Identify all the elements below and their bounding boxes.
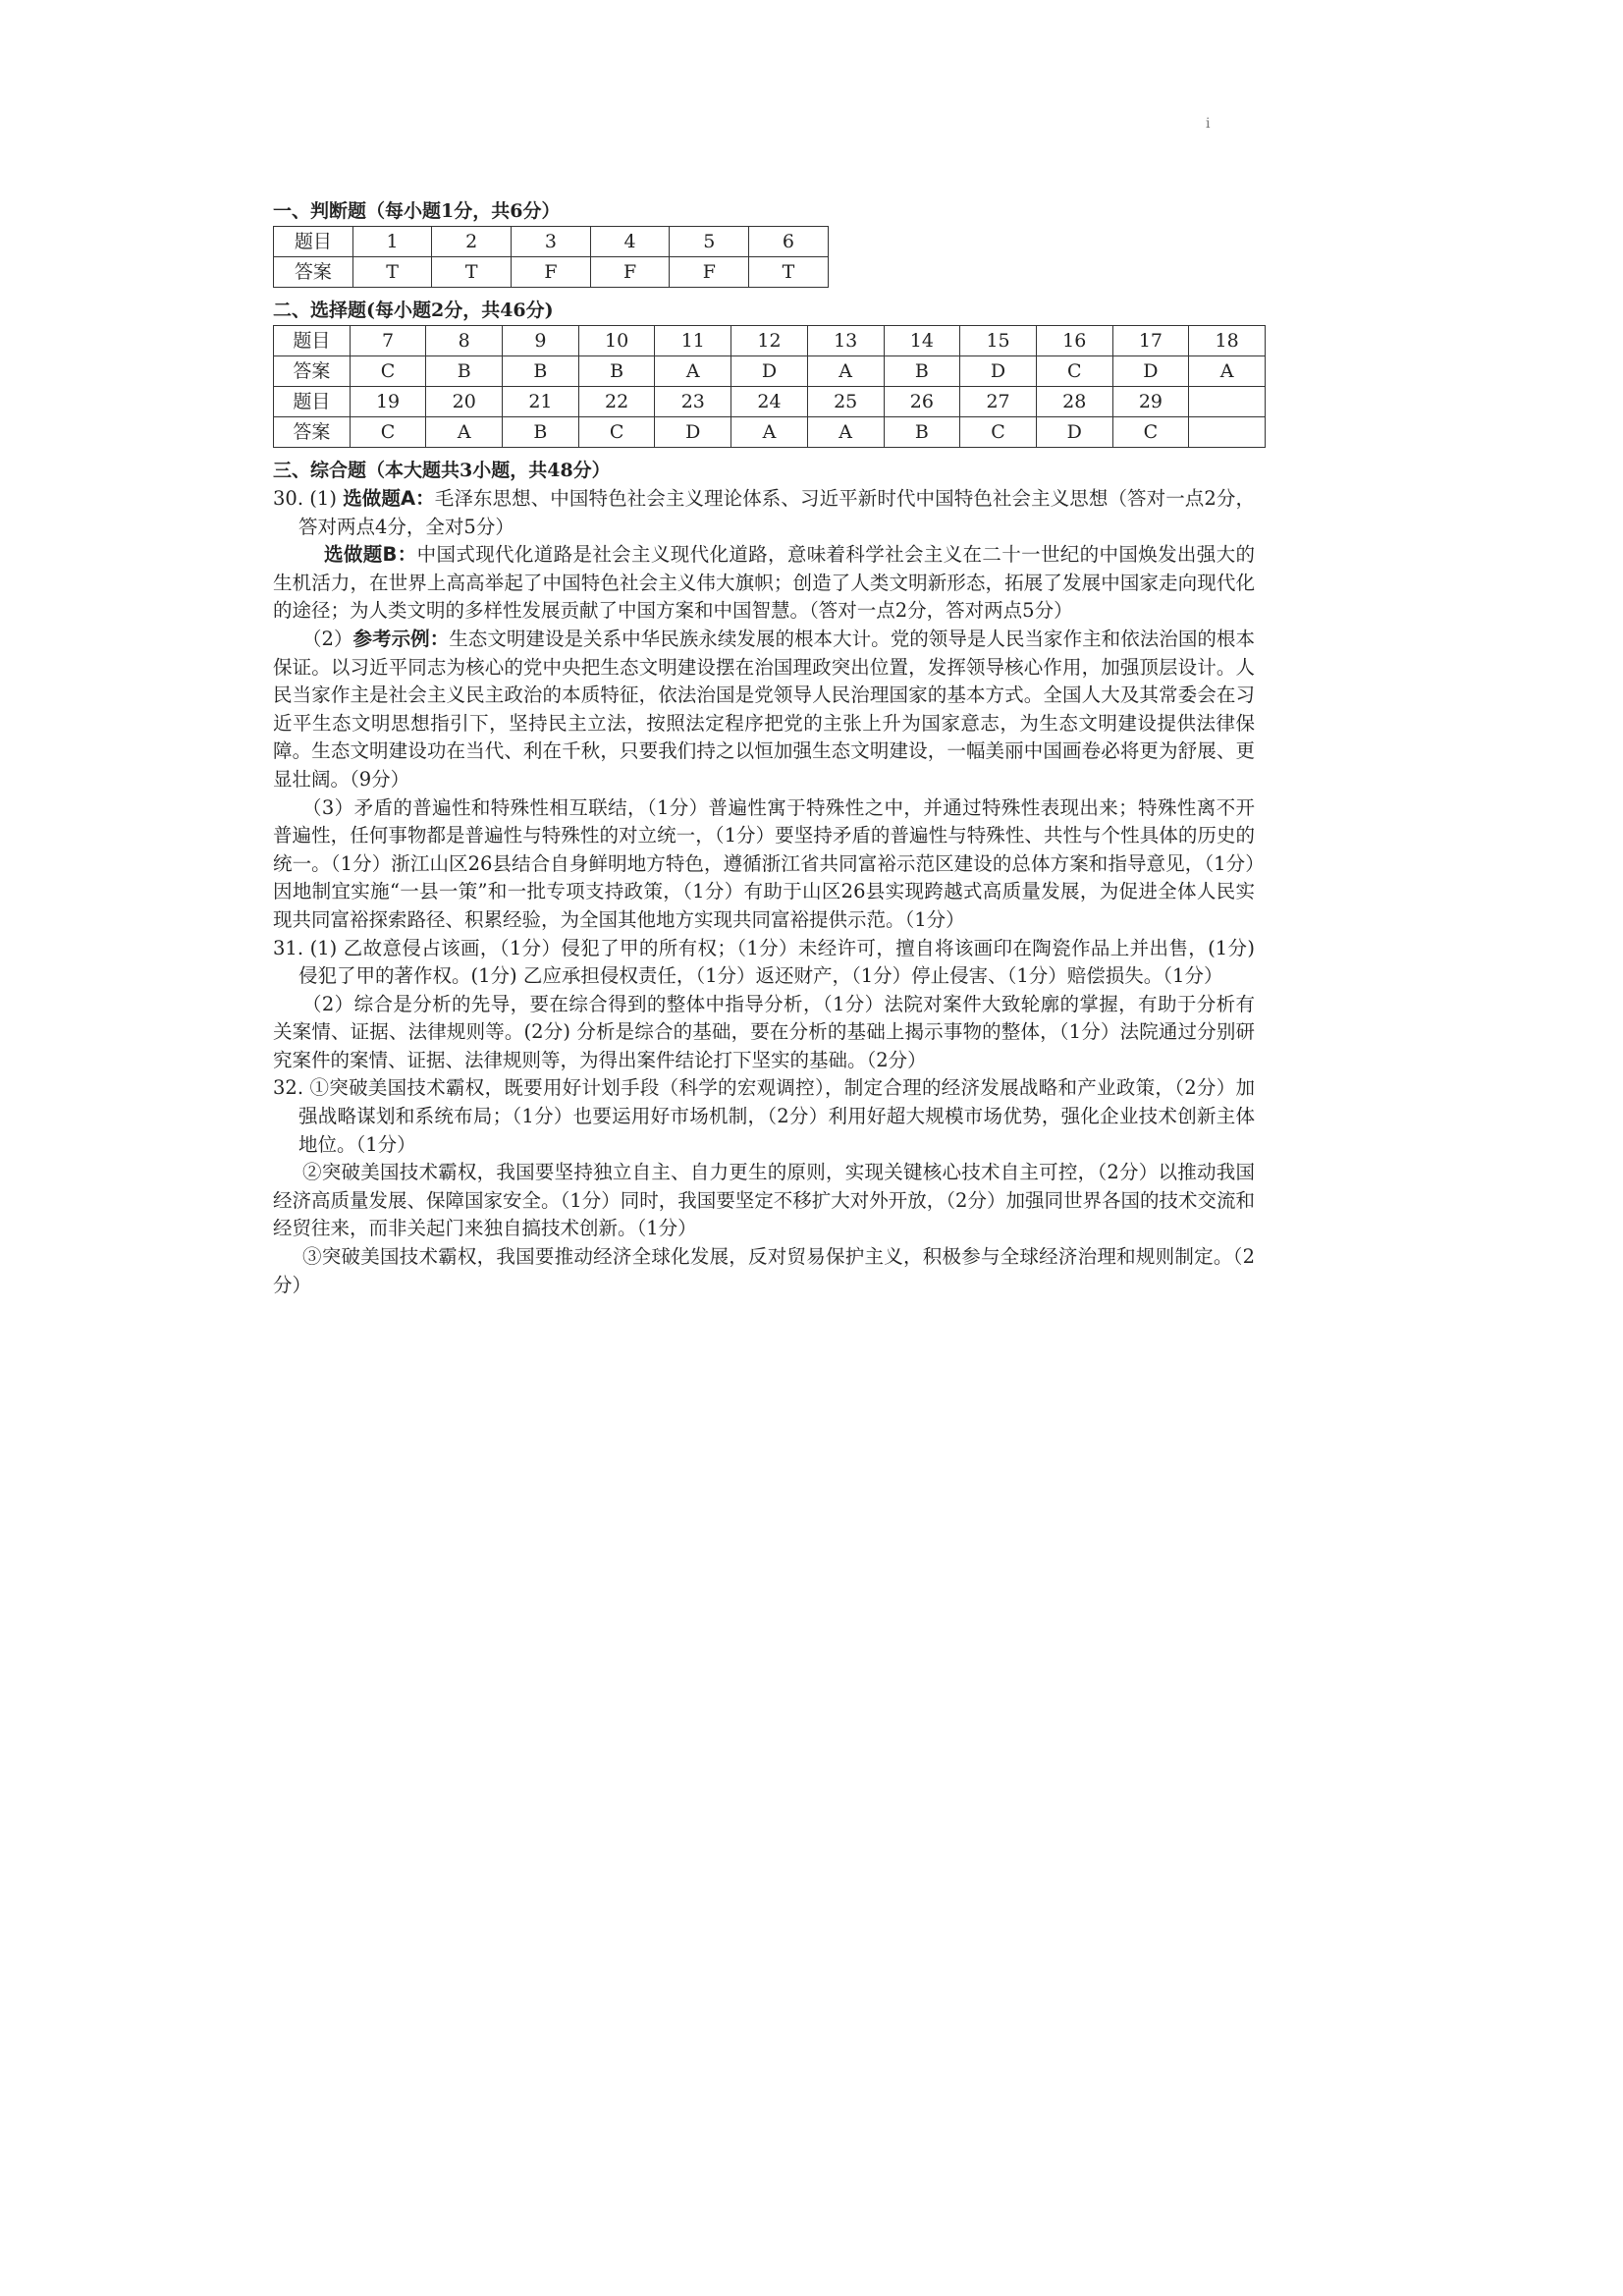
table-cell: 21	[503, 387, 579, 417]
table-cell: A	[807, 356, 884, 387]
table-cell: 6	[749, 227, 829, 257]
table-cell	[1189, 417, 1266, 448]
table-cell: C	[350, 417, 426, 448]
table-cell: 26	[884, 387, 960, 417]
table-cell: 28	[1036, 387, 1112, 417]
section1-title: 一、判断题（每小题1分，共6分）	[273, 200, 561, 222]
table-cell: A	[731, 417, 808, 448]
multiple-choice-answer-table	[273, 325, 1266, 448]
table-cell: 19	[350, 387, 426, 417]
table-cell: F	[512, 257, 591, 288]
q30-part1-option-a: 30. (1) 选做题A：毛泽东思想、中国特色社会主义理论体系、习近平新时代中国特色社会主义思想（答对一点2分，答对两点4分，全对5分）	[273, 487, 1255, 538]
table-row	[274, 356, 1266, 387]
table-cell: D	[1112, 356, 1189, 387]
table-cell: D	[960, 356, 1037, 387]
table-row	[274, 257, 829, 288]
table-cell: T	[749, 257, 829, 288]
table-cell: 11	[655, 326, 731, 356]
table-row	[274, 387, 1266, 417]
table-cell: 7	[350, 326, 426, 356]
q32-point3: ③突破美国技术霸权，我国要推动经济全球化发展，反对贸易保护主义，积极参与全球经济治理和规则制定。（2分）	[273, 1245, 1255, 1296]
q32-point1: 32. ①突破美国技术霸权，既要用好计划手段（科学的宏观调控），制定合理的经济发展战略和产业政策，（2分）加强战略谋划和系统布局；（1分）也要运用好市场机制，（2分）利用好超大规模市场优势，强化企业技术创新主体地位。（1分）	[273, 1076, 1255, 1156]
table-cell: 22	[578, 387, 655, 417]
table-cell: D	[731, 356, 808, 387]
table-cell: D	[1036, 417, 1112, 448]
table-row	[274, 417, 1266, 448]
page-corner-mark: i	[1206, 116, 1211, 132]
true-false-answer-table	[273, 226, 829, 288]
table-cell: 18	[1189, 326, 1266, 356]
table-cell: 2	[432, 227, 512, 257]
table-cell: 29	[1112, 387, 1189, 417]
q30-part1-option-b: 选做题B：中国式现代化道路是社会主义现代化道路，意味着科学社会主义在二十一世纪的中国焕发出强大的生机活力，在世界上高高举起了中国特色社会主义伟大旗帜；创造了人类文明新形态，拓展了发展中国家走向现代化的途径；为人类文明的多样性发展贡献了中国方案和中国智慧。（答对一点2分，答对两点5分）	[273, 543, 1255, 623]
table-cell: 9	[503, 326, 579, 356]
table-cell: 10	[578, 326, 655, 356]
table-cell: 13	[807, 326, 884, 356]
table-cell: 1	[352, 227, 432, 257]
table-cell: A	[426, 417, 503, 448]
table-cell: C	[1112, 417, 1189, 448]
row-header-cell: 答案	[274, 257, 353, 288]
table-cell: B	[503, 356, 579, 387]
row-header-cell: 答案	[274, 356, 351, 387]
table-cell: A	[655, 356, 731, 387]
table-cell: 12	[731, 326, 808, 356]
option-b-label: 选做题B：	[324, 543, 417, 567]
table-cell: 20	[426, 387, 503, 417]
table-cell: 16	[1036, 326, 1112, 356]
option-a-label: 选做题A：	[343, 487, 435, 510]
table-cell: T	[432, 257, 512, 288]
table-cell: F	[590, 257, 670, 288]
row-header-cell: 题目	[274, 326, 351, 356]
table-cell: T	[352, 257, 432, 288]
table-cell: D	[655, 417, 731, 448]
table-cell: C	[350, 356, 426, 387]
table-cell: 17	[1112, 326, 1189, 356]
table-cell: 23	[655, 387, 731, 417]
table-cell: 14	[884, 326, 960, 356]
table-cell: 25	[807, 387, 884, 417]
table-cell: B	[426, 356, 503, 387]
table-row	[274, 326, 1266, 356]
q30-part3: （3）矛盾的普遍性和特殊性相互联结，（1分）普遍性寓于特殊性之中，并通过特殊性表现出来；特殊性离不开普遍性，任何事物都是普遍性与特殊性的对立统一，（1分）要坚持矛盾的普遍性与特殊性、共性与个性具体的历史的统一。（1分）浙江山区26县结合自身鲜明地方特色，遵循浙江省共同富裕示范区建设的总体方案和指导意见，（1分）因地制宜实施“一县一策”和一批专项支持政策，（1分）有助于山区26县实现跨越式高质量发展，为促进全体人民实现共同富裕探索路径、积累经验，为全国其他地方实现共同富裕提供示范。（1分）	[273, 795, 1255, 931]
table-cell: A	[1189, 356, 1266, 387]
row-header-cell: 答案	[274, 417, 351, 448]
table-cell: B	[578, 356, 655, 387]
table-cell: B	[884, 356, 960, 387]
table-cell: F	[670, 257, 749, 288]
table-cell	[1189, 387, 1266, 417]
table-cell: 24	[731, 387, 808, 417]
reference-example-label: 参考示例：	[352, 627, 450, 650]
section3-title: 三、综合题（本大题共3小题，共48分）	[273, 460, 611, 481]
q31-part1: 31. (1) 乙故意侵占该画，（1分）侵犯了甲的所有权；（1分）未经许可，擅自将该画印在陶瓷作品上并出售，(1分) 侵犯了甲的著作权。(1分) 乙应承担侵权责任，（1分）返还财产，（1分）停止侵害、（1分）赔偿损失。（1分）	[273, 936, 1255, 988]
table-cell: C	[578, 417, 655, 448]
q30-part2: （2）参考示例：生态文明建设是关系中华民族永续发展的根本大计。党的领导是人民当家作主和依法治国的根本保证。以习近平同志为核心的党中央把生态文明建设摆在治国理政突出位置，发挥领导核心作用，加强顶层设计。人民当家作主是社会主义民主政治的本质特征，依法治国是党领导人民治理国家的基本方式。全国人大及其常委会在习近平生态文明思想指引下，坚持民主立法，按照法定程序把党的主张上升为国家意志，为生态文明建设提供法律保障。生态文明建设功在当代、利在千秋，只要我们持之以恒加强生态文明建设，一幅美丽中国画卷必将更为舒展、更显壮阔。（9分）	[273, 627, 1255, 791]
answer-key-document	[273, 196, 1255, 1299]
table-row	[274, 227, 829, 257]
table-cell: C	[960, 417, 1037, 448]
section2-title: 二、选择题(每小题2分，共46分)	[273, 300, 554, 321]
row-header-cell: 题目	[274, 227, 353, 257]
table-cell: C	[1036, 356, 1112, 387]
row-header-cell: 题目	[274, 387, 351, 417]
table-cell: B	[884, 417, 960, 448]
table-cell: 27	[960, 387, 1037, 417]
table-cell: 5	[670, 227, 749, 257]
table-cell: 3	[512, 227, 591, 257]
q32-point2: ②突破美国技术霸权，我国要坚持独立自主、自力更生的原则，实现关键核心技术自主可控，（2分）以推动我国经济高质量发展、保障国家安全。（1分）同时，我国要坚定不移扩大对外开放，（2分）加强同世界各国的技术交流和经贸往来，而非关起门来独自搞技术创新。（1分）	[273, 1161, 1255, 1240]
table-cell: 8	[426, 326, 503, 356]
table-cell: B	[503, 417, 579, 448]
table-cell: A	[807, 417, 884, 448]
table-cell: 4	[590, 227, 670, 257]
table-cell: 15	[960, 326, 1037, 356]
q31-part2: （2）综合是分析的先导，要在综合得到的整体中指导分析，（1分）法院对案件大致轮廓的掌握，有助于分析有关案情、证据、法律规则等。(2分) 分析是综合的基础，要在分析的基础上揭示事物的整体，（1分）法院通过分别研究案件的案情、证据、法律规则等，为得出案件结论打下坚实的基础。（2分）	[273, 992, 1255, 1071]
